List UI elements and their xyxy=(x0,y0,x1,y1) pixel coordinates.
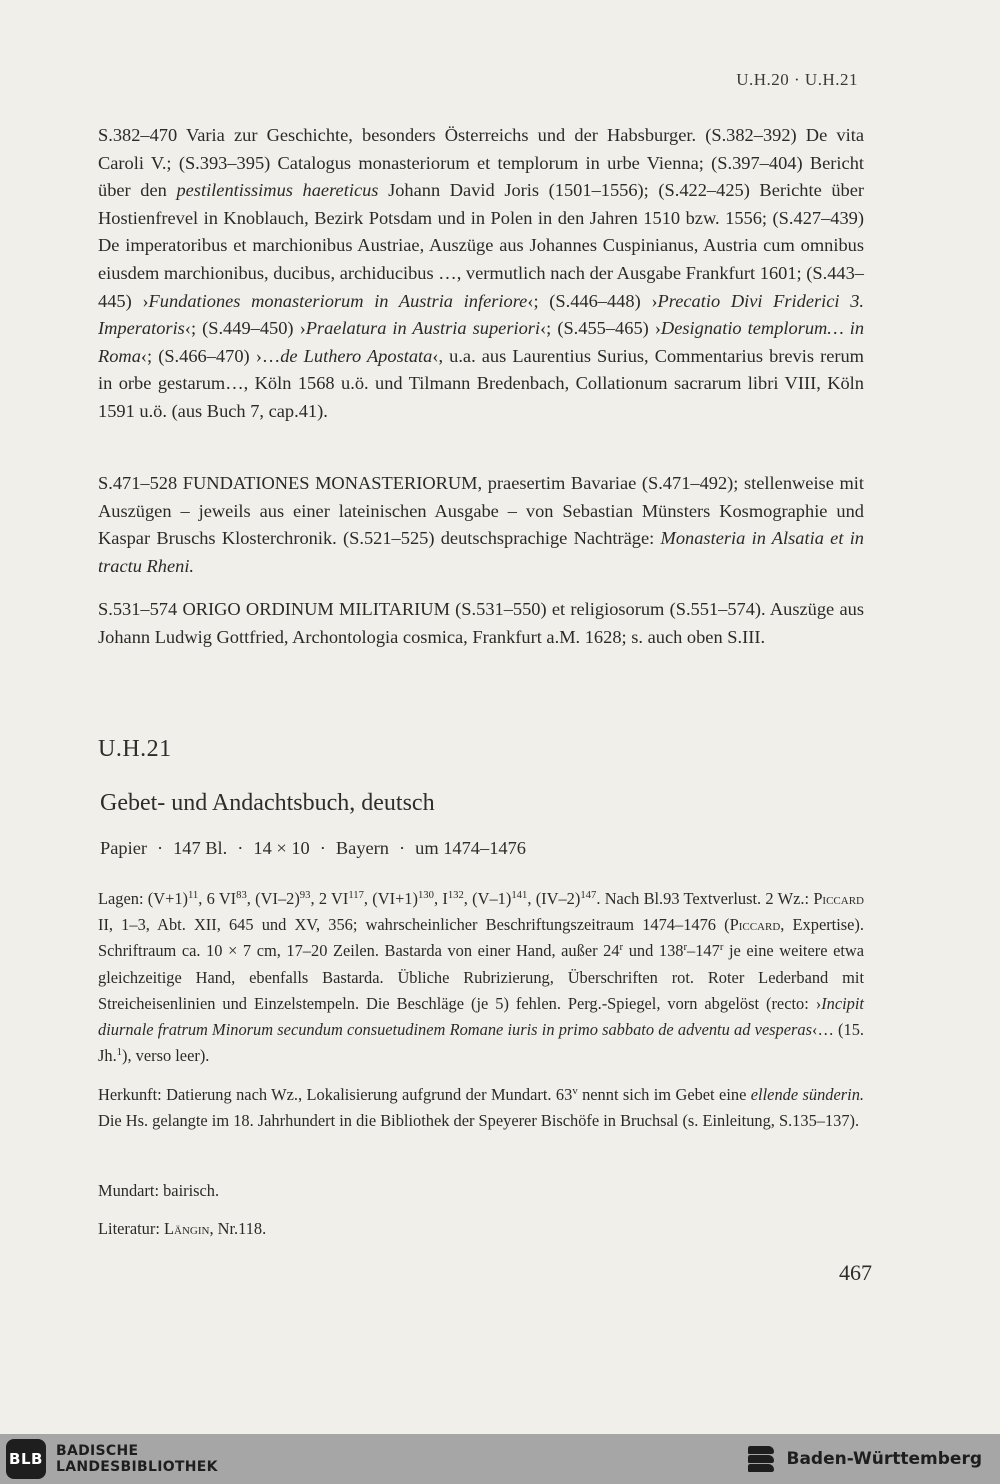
small-caps-run: Piccard xyxy=(813,889,864,908)
superscript: r xyxy=(683,942,688,954)
entry-paragraph xyxy=(98,122,864,426)
blb-logo-icon: BLB xyxy=(6,1439,46,1479)
entry-paragraph xyxy=(98,470,864,580)
text-run: Die Hs. gelangte im 18. Jahrhundert in die Bibliothek der Speyerer Bischöfe in Bruchsal (s. Einleitung, S.135–137). xyxy=(98,1111,860,1131)
superscript: 93 xyxy=(299,890,311,902)
library-name-line2: LANDESBIBLIOTHEK xyxy=(56,1459,218,1475)
italic-run: de Luthero Apostata xyxy=(280,345,433,366)
text-run: ‹… (15. Jh. xyxy=(98,1020,864,1066)
superscript: r xyxy=(619,942,624,954)
superscript: 83 xyxy=(236,890,247,902)
superscript: r xyxy=(719,942,724,954)
small-caps-run: Längin xyxy=(164,1219,210,1238)
lagen-paragraph xyxy=(98,886,864,1069)
italic-run: Precatio Divi Friderici 3. Imperatoris xyxy=(98,290,865,339)
text-run: , (VI–2) xyxy=(246,889,300,908)
manuscript-signature: U.H.21 xyxy=(98,736,172,762)
text-run: , (VI+1) xyxy=(363,889,418,908)
italic-run: Incipit diurnale fratrum Minorum secundum consuetudinem Romane iuris in primo sabbato de adventu ad vesperas xyxy=(98,993,864,1040)
meta-separator: · xyxy=(399,838,406,858)
superscript: v xyxy=(572,1086,578,1098)
italic-run: ellende sünderin. xyxy=(750,1085,864,1104)
text-run: Johann David Joris (1501–1556); (S.422–425) Berichte über Hostienfrevel in Knoblauch, Bezirk Potsdam und in Polen in den Jahren 1510 bzw. 1556; (S.427–439) De imperatoribus et marchionibus Austriae, Auszüge aus Johannes Cuspinianus, Austria cum omnibus eiusdem marchionibus, ducibus, archiducibus …, vermutlich nach der Ausgabe Frankfurt 1601; (S.443–445) › xyxy=(98,180,865,311)
text-run: ‹; (S.455–465) › xyxy=(540,318,661,339)
state-label: Baden-Württemberg xyxy=(786,1449,982,1469)
italic-run: pestilentissimus haereticus xyxy=(176,180,379,201)
section-herkunft xyxy=(98,1082,864,1134)
manuscript-title: Gebet- und Andachtsbuch, deutsch xyxy=(100,790,435,816)
section-lagen xyxy=(98,886,864,1069)
text-run: , (V–1) xyxy=(463,889,512,908)
text-run: . Nach Bl.93 Textverlust. 2 Wz.: xyxy=(596,889,814,908)
entry-paragraph: S.531–574 ORIGO ORDINUM MILITARIUM (S.531–550) et religiosorum (S.551–574). Auszüge aus Johann Ludwig Gottfried, Archontologia cosmica, Frankfurt a.M. 1628; s. auch oben S.III. xyxy=(98,599,864,647)
entry-origo xyxy=(98,596,864,651)
italic-run: Designatio templorum… in Roma xyxy=(98,318,865,366)
text-run: S.471–528 FUNDATIONES MONASTERIORUM, praesertim Bavariae (S.471–492); stellenweise mit Auszügen – jeweils aus einer lateinischen Ausgabe – von Sebastian Münsters Kosmographie und Kaspar Bruschs Klosterchronik. (S.521–525) deutschsprachige Nachträge: xyxy=(98,473,864,549)
text-run: ‹; (S.446–448) › xyxy=(527,290,658,311)
superscript: 130 xyxy=(417,890,434,902)
meta-region: Bayern xyxy=(335,838,389,858)
meta-material: Papier xyxy=(100,838,147,858)
text-run: , Nr.118. xyxy=(209,1219,267,1238)
text-run: und 138 xyxy=(623,941,684,961)
superscript: 11 xyxy=(188,890,199,902)
superscript: 147 xyxy=(580,890,597,902)
superscript: 117 xyxy=(348,890,364,902)
blb-brand[interactable] xyxy=(0,1439,218,1479)
mundart-paragraph: Mundart: bairisch. xyxy=(98,1181,220,1200)
italic-run: Praelatura in Austria superiori xyxy=(305,318,541,339)
running-head: U.H.20 · U.H.21 xyxy=(736,70,858,89)
manuscript-meta xyxy=(100,838,526,859)
text-run: , Expertise). Schriftraum ca. 10 × 7 cm, 17–20 Zeilen. Bastarda von einer Hand, außer 24 xyxy=(98,915,864,961)
text-run: ‹; (S.449–450) › xyxy=(184,318,306,339)
section-literatur xyxy=(98,1216,864,1242)
text-run: , (IV–2) xyxy=(527,889,581,908)
state-brand[interactable] xyxy=(746,1444,1000,1474)
herkunft-paragraph xyxy=(98,1082,864,1134)
text-run: ), verso leer). xyxy=(122,1046,210,1066)
small-caps-run: Piccard xyxy=(729,915,781,935)
meta-dimensions: 14 × 10 xyxy=(253,838,310,858)
text-run: II, 1–3, Abt. XII, 645 und XV, 356; wahrscheinlicher Beschriftungszeitraum 1474–1476 ( xyxy=(98,915,730,935)
meta-separator: · xyxy=(237,838,244,858)
text-run: ‹; (S.466–470) ›… xyxy=(140,345,281,366)
literatur-paragraph xyxy=(98,1216,864,1242)
library-name xyxy=(56,1443,218,1475)
superscript: 141 xyxy=(511,890,528,902)
text-run: S.382–470 Varia zur Geschichte, besonders Österreichs und der Habsburger. (S.382–392) De vita Caroli V.; (S.393–395) Catalogus monasteriorum et templorum in urbe Vienna; (S.397–404) Bericht über den xyxy=(98,125,864,201)
library-name-line1: BADISCHE xyxy=(56,1443,139,1459)
footer-bar xyxy=(0,1434,1000,1484)
superscript: 132 xyxy=(447,890,464,902)
text-run: Literatur: xyxy=(98,1219,164,1238)
three-lions-icon xyxy=(746,1444,776,1474)
italic-run: Monasteria in Alsatia et in tractu Rheni. xyxy=(98,528,864,576)
text-run: –147 xyxy=(687,941,720,961)
page-number: 467 xyxy=(839,1260,872,1285)
text-run: Lagen: (V+1) xyxy=(98,889,188,908)
text-run: ‹, u.a. aus Laurentius Surius, Commentarius brevis rerum in orbe gestarum…, Köln 1568 u.ö. und Tilmann Bredenbach, Collationum sacrarum libri VIII, Köln 1591 u.ö. (aus Buch 7, cap.41). xyxy=(98,345,864,421)
entry-varia xyxy=(98,122,864,426)
meta-separator: · xyxy=(319,838,326,858)
text-run: je eine weitere etwa gleichzeitige Hand, ebenfalls Bastarda. Übliche Rubrizierung, Überschriften rot. Roter Lederband mit Streicheisenlinien und Einzelstempeln. Die Beschläge (je 5) fehlen. Perg.-Spiegel, vorn abgelöst (recto: › xyxy=(98,941,865,1013)
meta-leaves: 147 Bl. xyxy=(173,838,228,858)
meta-separator: · xyxy=(156,838,164,858)
text-run: , 2 VI xyxy=(310,889,349,908)
text-run: , I xyxy=(433,889,448,908)
meta-date: um 1474–1476 xyxy=(415,838,526,858)
italic-run: Fundationes monasteriorum in Austria inferiore xyxy=(148,290,528,311)
text-run: nennt sich im Gebet eine xyxy=(577,1085,751,1104)
text-run: , 6 VI xyxy=(198,889,237,908)
entry-fundationes xyxy=(98,470,864,580)
superscript: 1 xyxy=(116,1047,122,1059)
text-run: Herkunft: Datierung nach Wz., Lokalisierung aufgrund der Mundart. 63 xyxy=(98,1085,573,1104)
section-mundart xyxy=(98,1178,864,1204)
